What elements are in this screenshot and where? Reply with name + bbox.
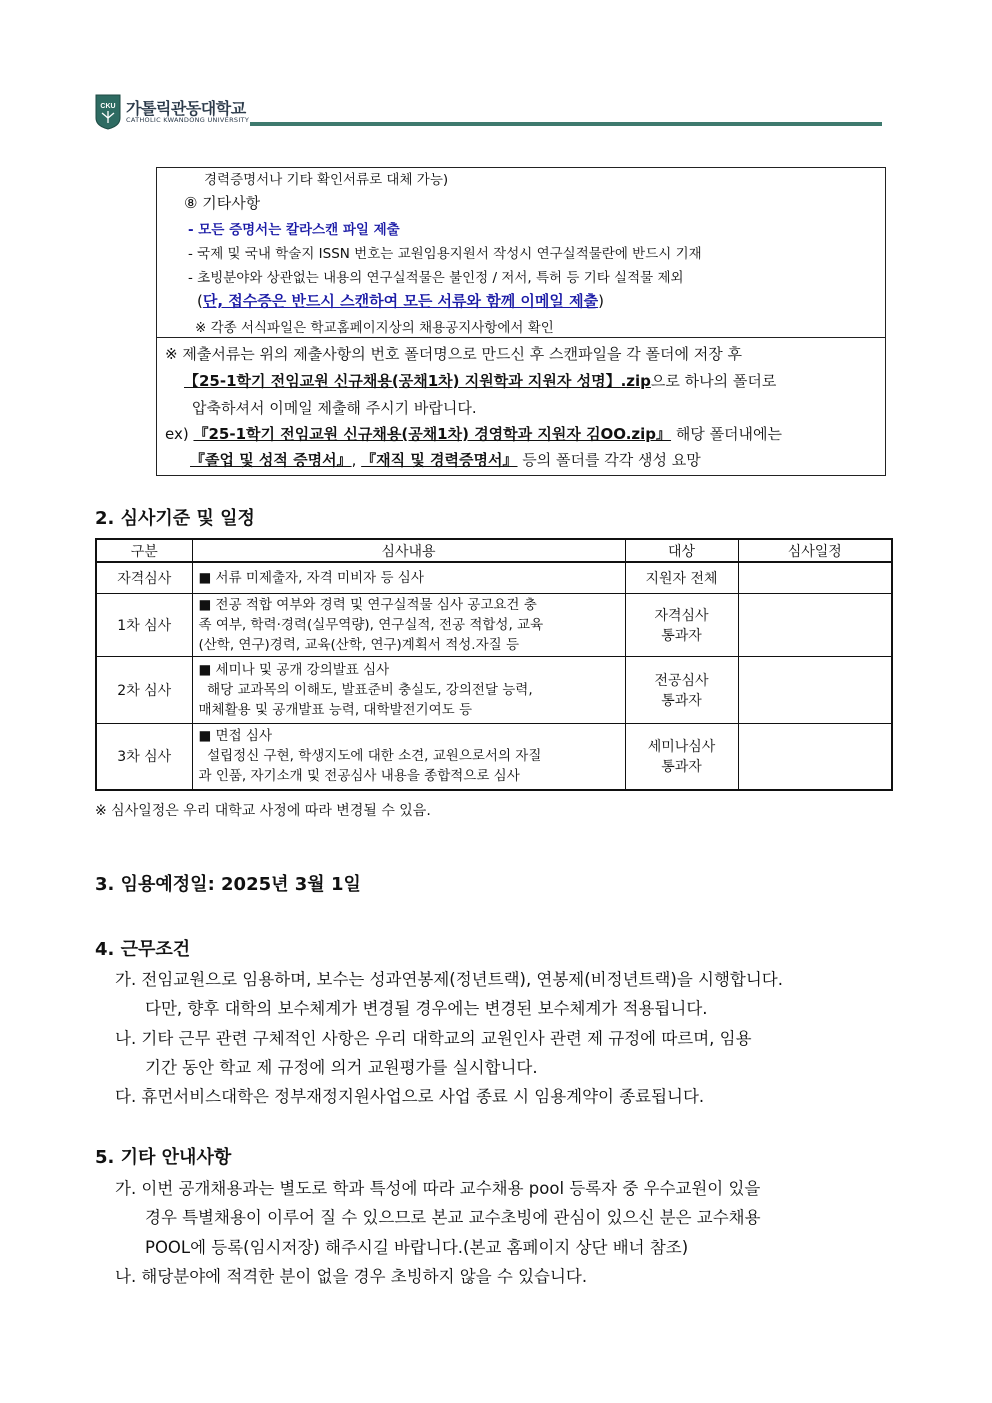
other-info-ga-3: POOL에 등록(임시저장) 해주시길 바랍니다.(본교 홈페이지 상단 배너 참조) (145, 1238, 689, 1257)
submission-box-upper (157, 168, 885, 338)
example-rest: 해당 폴더내에는 (671, 425, 783, 443)
content-line: 해당 교과목의 이해도, 발표준비 충실도, 강의전달 능력, (198, 681, 533, 698)
column-header: 대상 (625, 539, 738, 562)
item8-title: ⑧ 기타사항 (184, 194, 261, 212)
content-line: ■ 세미나 및 공개 강의발표 심사 (198, 661, 390, 678)
content-cell (192, 562, 625, 593)
table-row (96, 656, 892, 723)
submission-box-lower (157, 338, 885, 475)
other-info-ga-2: 경우 특별채용이 이루어 질 수 있으므로 본교 교수초빙에 관심이 있으신 분은 교수채용 (145, 1208, 761, 1227)
table-row (96, 593, 892, 656)
submit-instruction-2-rest: 으로 하나의 폴더로 (650, 372, 777, 390)
work-condition-na-2: 기간 동안 학교 제 규정에 의거 교원평가를 실시합니다. (145, 1058, 538, 1077)
example-line-1 (165, 423, 782, 444)
example-line-2 (190, 449, 701, 470)
schedule-cell (738, 562, 892, 593)
submit-instruction-3: 압축하셔서 이메일 제출해 주시기 바랍니다. (192, 399, 477, 417)
target-line: 전공심사 (654, 672, 709, 689)
table-row (96, 723, 892, 790)
content-line: 매체활용 및 공개발표 능력, 대학발전기여도 등 (198, 701, 473, 718)
logo-badge-text: CKU (100, 103, 116, 110)
schedule-cell (738, 593, 892, 656)
target-line: 통과자 (661, 692, 702, 709)
other-info-na-1: 나. 해당분야에 적격한 분이 없을 경우 초빙하지 않을 수 있습니다. (115, 1267, 588, 1286)
submission-box (156, 167, 886, 476)
stage-cell: 자격심사 (96, 562, 192, 593)
schedule-note: ※ 심사일정은 우리 대학교 사정에 따라 변경될 수 있음. (95, 803, 431, 819)
content-line: (산학, 연구)경력, 교육(산학, 연구)계획서 적성.자질 등 (198, 636, 520, 653)
content-line: ■ 전공 적합 여부와 경력 및 연구실적물 심사 공고요건 충 (198, 596, 537, 613)
target-cell (625, 723, 738, 790)
stage-cell: 3차 심사 (96, 723, 192, 790)
target-line: 통과자 (661, 627, 702, 644)
section4-heading: 4. 근무조건 (95, 939, 191, 960)
stage-cell: 1차 심사 (96, 593, 192, 656)
other-info-ga-1: 가. 이번 공개채용과는 별도로 학과 특성에 따라 교수채용 pool 등록자 중 우수교원이 있을 (115, 1179, 761, 1198)
content-line: 설립정신 구현, 학생지도에 대한 소견, 교원으로서의 자질 (198, 748, 542, 765)
paren-close: ) (598, 292, 604, 310)
column-header: 심사일정 (738, 539, 892, 562)
header-divider (250, 122, 882, 126)
content-line: 과 인품, 자기소개 및 전공심사 내용을 종합적으로 심사 (198, 768, 520, 785)
content-cell (192, 723, 625, 790)
content-line: ■ 서류 미제출자, 자격 미비자 등 심사 (198, 569, 424, 586)
example-end: 등의 폴더를 각각 생성 요망 (517, 451, 701, 469)
example-comma: , (351, 451, 362, 469)
content-cell (192, 593, 625, 656)
section2-heading: 2. 심사기준 및 일정 (95, 508, 255, 529)
submit-instruction-1: ※ 제출서류는 위의 제출사항의 번호 폴더명으로 만드신 후 스캔파일을 각 폴더에 저장 후 (165, 345, 742, 363)
content-line: ■ 면접 심사 (198, 728, 273, 745)
section3-heading: 3. 임용예정일: 2025년 3월 1일 (95, 874, 361, 895)
scan-notice-line (197, 290, 604, 311)
target-cell (625, 593, 738, 656)
schedule-cell (738, 656, 892, 723)
table-header-row (96, 539, 892, 562)
forms-note: ※ 각종 서식파일은 학교홈페이지상의 채용공지사항에서 확인 (195, 320, 554, 336)
target-cell: 지원자 전체 (625, 562, 738, 593)
review-schedule-table (95, 538, 893, 791)
work-condition-ga-1: 가. 전임교원으로 임용하며, 보수는 성과연봉제(정년트랙), 연봉제(비정년트랙)을 시행합니다. (115, 970, 783, 989)
example-folder-1: 『졸업 및 성적 증명서』 (190, 451, 352, 469)
university-emblem-icon (95, 94, 121, 130)
paren-open: ( (197, 292, 203, 310)
content-cell (192, 656, 625, 723)
work-condition-ga-2: 다만, 향후 대학의 보수체계가 변경될 경우에는 변경된 보수체계가 적용됩니다. (145, 999, 708, 1018)
target-line: 자격심사 (654, 607, 709, 624)
logo-korean-name: 가톨릭관동대학교 (126, 99, 246, 118)
section5-heading: 5. 기타 안내사항 (95, 1147, 232, 1168)
content-line: 족 여부, 학력·경력(실무역량), 연구실적, 전공 적합성, 교육 (198, 616, 544, 633)
bullet-exclusion: - 초빙분야와 상관없는 내용의 연구실적물은 불인정 / 저서, 특허 등 기타 실적물 제외 (188, 270, 684, 286)
column-header: 심사내용 (192, 539, 625, 562)
column-header: 구분 (96, 539, 192, 562)
stage-cell: 2차 심사 (96, 656, 192, 723)
table-row (96, 562, 892, 593)
work-condition-da-1: 다. 휴먼서비스대학은 정부재정지원사업으로 사업 종료 시 임용계약이 종료됩니다. (115, 1087, 705, 1106)
logo-english-name: CATHOLIC KWANDONG UNIVERSITY (126, 116, 250, 124)
target-line: 통과자 (661, 759, 702, 776)
example-prefix: ex) (165, 425, 194, 443)
scan-notice: 단, 접수증은 반드시 스캔하여 모든 서류와 함께 이메일 제출 (202, 292, 599, 310)
page-header (95, 94, 885, 134)
target-line: 세미나심사 (647, 739, 716, 756)
continued-line: 경력증명서나 기타 확인서류로 대체 가능) (204, 172, 449, 188)
submit-instruction-2 (184, 370, 776, 391)
bullet-color-scan: - 모든 증명서는 칼라스캔 파일 제출 (188, 222, 400, 238)
target-cell (625, 656, 738, 723)
example-filename: 『25-1학기 전임교원 신규채용(공채1차) 경영학과 지원자 김OO.zip』 (193, 425, 672, 443)
submit-filename: 【25-1학기 전임교원 신규채용(공채1차) 지원학과 지원자 성명】.zip (184, 372, 651, 390)
schedule-cell (738, 723, 892, 790)
work-condition-na-1: 나. 기타 근무 관련 구체적인 사항은 우리 대학교의 교원인사 관련 제 규정에 따르며, 임용 (115, 1029, 752, 1048)
bullet-issn: - 국제 및 국내 학술지 ISSN 번호는 교원임용지원서 작성시 연구실적물란에 반드시 기재 (188, 246, 702, 262)
example-folder-2: 『재직 및 경력증명서』 (361, 451, 518, 469)
